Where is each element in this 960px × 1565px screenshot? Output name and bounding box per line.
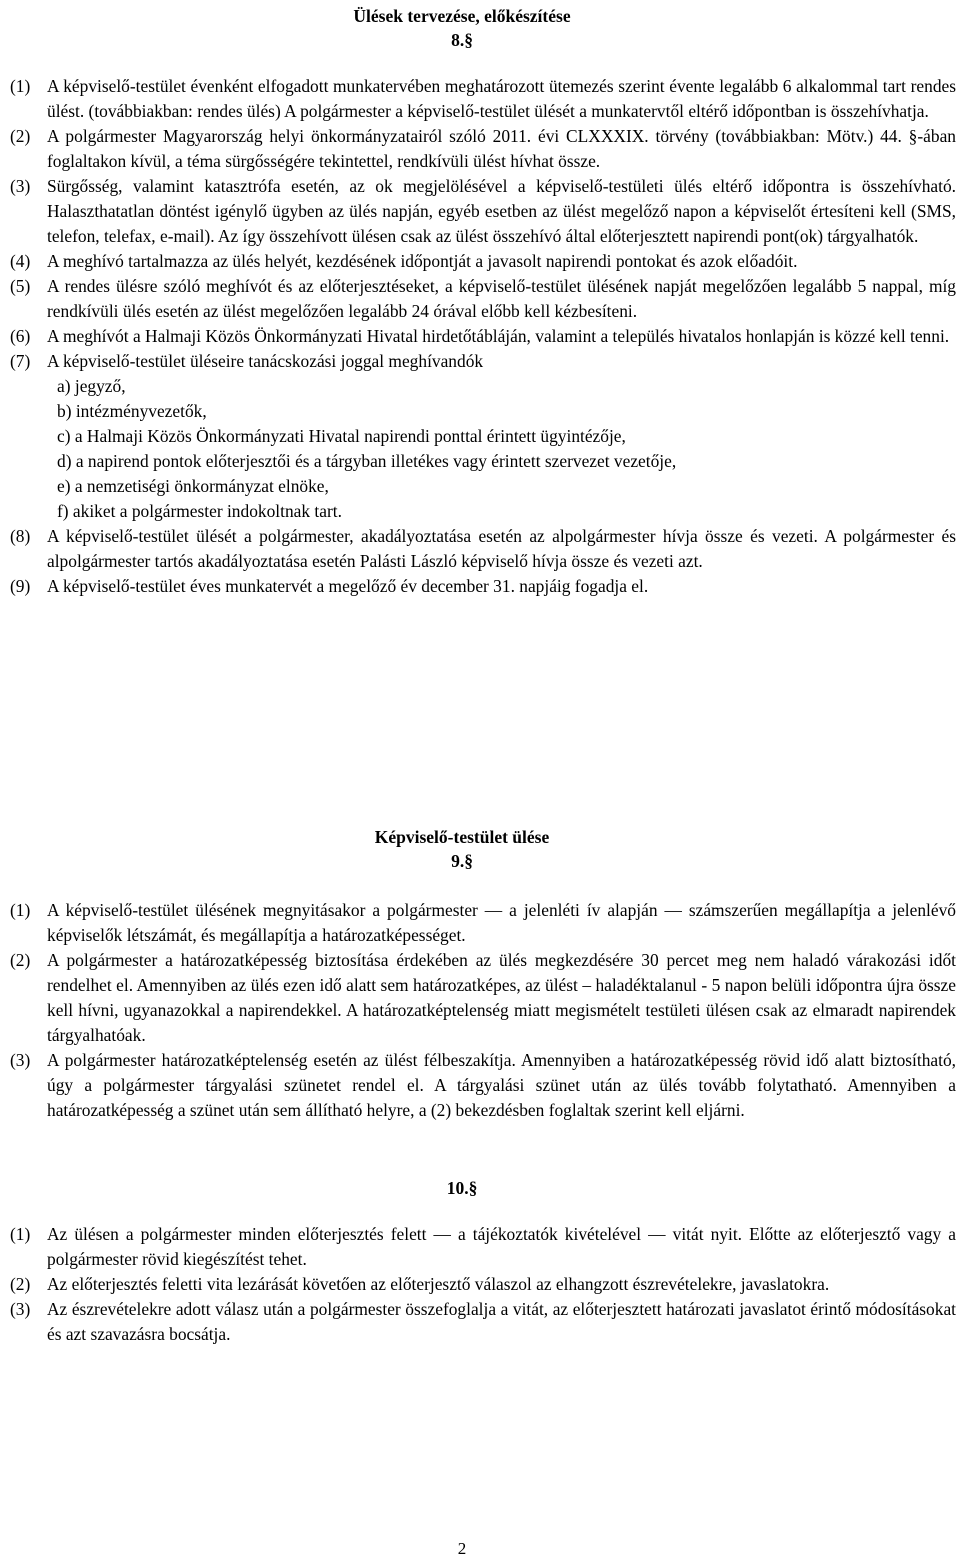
list-item: e) a nemzetiségi önkormányzat elnöke, <box>57 476 329 496</box>
paragraph-text: A meghívót a Halmaji Közös Önkormányzati Hivatal hirdetőtábláján, valamint a település hivatalos honlapján is közzé kell tenni. <box>47 326 950 346</box>
paragraph <box>10 349 956 374</box>
section-number: 8.§ <box>451 30 473 50</box>
list-item: a) jegyző, <box>57 376 126 396</box>
paragraph <box>10 898 956 948</box>
page-number: 2 <box>457 1539 467 1558</box>
paragraph-number: (1) <box>10 900 31 920</box>
paragraph <box>10 174 956 249</box>
paragraph <box>10 1048 956 1123</box>
paragraph-number: (4) <box>10 251 31 271</box>
section-title: Képviselő-testület ülése <box>374 827 550 847</box>
section-9 <box>0 825 924 873</box>
section-8-body <box>10 74 956 599</box>
section-10 <box>0 1176 924 1200</box>
paragraph <box>10 1297 956 1347</box>
paragraph-number: (1) <box>10 1224 31 1244</box>
list-item: d) a napirend pontok előterjesztői és a tárgyban illetékes vagy érintett szervezet vezetője, <box>57 451 677 471</box>
section-title: Ülések tervezése, előkészítése <box>353 6 571 26</box>
paragraph-text: A képviselő-testület üléseire tanácskozási joggal meghívandók <box>47 351 484 371</box>
paragraph-number: (3) <box>10 176 31 196</box>
paragraph-text: Az előterjesztés feletti vita lezárását követően az előterjesztő válaszol az elhangzott észrevételekre, javaslatokra. <box>47 1274 830 1294</box>
paragraph-text: A képviselő-testület ülését a polgármester, akadályoztatása esetén az alpolgármester hívja össze és vezeti. A polgármester és alpolgármester tartós akadályoztatása esetén Palásti László képviselő hívja össze és vezeti azt. <box>47 526 956 571</box>
section-8 <box>0 4 924 52</box>
paragraph <box>10 274 956 324</box>
paragraph <box>10 124 956 174</box>
paragraph-number: (3) <box>10 1050 31 1070</box>
paragraph <box>10 1272 956 1297</box>
paragraph-text: A polgármester Magyarország helyi önkormányzatairól szóló 2011. évi CLXXXIX. törvény (továbbiakban: Mötv.) 44. §-ában foglaltakon kívül, a téma sürgősségére tekintettel, rendkívüli ülést hívhat össze. <box>47 126 956 171</box>
paragraph-number: (2) <box>10 126 31 146</box>
section-number: 10.§ <box>446 1178 478 1198</box>
paragraph-number: (3) <box>10 1299 31 1319</box>
paragraph-text: Az észrevételekre adott válasz után a polgármester összefoglalja a vitát, az előterjesztett határozati javaslatot érintő módosításokat és azt szavazásra bocsátja. <box>47 1299 956 1344</box>
paragraph-text: A polgármester határozatképtelenség esetén az ülést félbeszakítja. Amennyiben a határozatképesség rövid idő alatt biztosítható, úgy a polgármester tárgyalási szünetet rendel el. A tárgyalási szünet után az ülés tovább folytatható. Amennyiben a határozatképesség a szünet után sem állítható helyre, a (2) bekezdésben foglaltak szerint kell eljárni. <box>47 1050 956 1120</box>
paragraph <box>10 74 956 124</box>
list-item: f) akiket a polgármester indokoltnak tart. <box>57 501 342 521</box>
paragraph <box>10 524 956 574</box>
paragraph-text: Sürgősség, valamint katasztrófa esetén, az ok megjelölésével a képviselő-testületi ülés eltérő időpontra is összehívható. Halaszthatatlan döntést igénylő ügyben az ülés napján, egyéb esetben az ülést megelőző napon a képviselőt értesíteni kell (SMS, telefon, telefax, e-mail). Az így összehívott ülésen csak az ülést összehívó által előterjesztett napirendi pont(ok) tárgyalhatók. <box>47 176 956 246</box>
list-item: c) a Halmaji Közös Önkormányzati Hivatal napirendi ponttal érintett ügyintézője, <box>57 426 626 446</box>
paragraph-text: A rendes ülésre szóló meghívót és az előterjesztéseket, a képviselő-testület ülésének napját megelőzően legalább 5 nappal, míg rendkívüli ülés esetén az ülést megelőzően legalább 24 órával előbb kell kézbesíteni. <box>47 276 956 321</box>
paragraph <box>10 324 956 349</box>
list-item: b) intézményvezetők, <box>57 401 207 421</box>
paragraph-number: (2) <box>10 1274 31 1294</box>
paragraph-text: A képviselő-testület éves munkatervét a megelőző év december 31. napjáig fogadja el. <box>47 576 649 596</box>
paragraph-text: A polgármester a határozatképesség biztosítása érdekében az ülés megkezdésére 30 percet meg nem haladó várakozási időt rendelhet el. Amennyiben az ülés ezen idő alatt sem határozatképes, az ülést – haladéktalanul - 5 napon belüli időpontra újra össze kell hívni, ugyanazokkal a napirendekkel. A határozatképtelenség miatt megismételt testületi ülésen csak az elmaradt napirendek tárgyalhatóak. <box>47 950 956 1045</box>
paragraph-text: A meghívó tartalmazza az ülés helyét, kezdésének időpontját a javasolt napirendi pontokat és azok előadóit. <box>47 251 798 271</box>
paragraph-number: (1) <box>10 76 31 96</box>
paragraph <box>10 1222 956 1272</box>
paragraph-number: (2) <box>10 950 31 970</box>
paragraph-text: A képviselő-testület ülésének megnyitásakor a polgármester — a jelenléti ív alapján — számszerűen megállapítja a jelenlévő képviselők létszámát, és megállapítja a határozatképességet. <box>47 900 956 945</box>
paragraph <box>10 948 956 1048</box>
paragraph-number: (5) <box>10 276 31 296</box>
section-9-body <box>10 898 956 1123</box>
paragraph <box>10 249 956 274</box>
paragraph-number: (7) <box>10 351 31 371</box>
paragraph-number: (6) <box>10 326 31 346</box>
paragraph-number: (9) <box>10 576 31 596</box>
paragraph-text: A képviselő-testület évenként elfogadott munkatervében meghatározott ütemezés szerint évente legalább 6 alkalommal tart rendes ülést. (továbbiakban: rendes ülés) A polgármester a képviselő-testület ülését a munkatervtől eltérő időpontban is összehívhatja. <box>47 76 956 121</box>
paragraph <box>10 574 956 599</box>
paragraph-text: Az ülésen a polgármester minden előterjesztés felett — a tájékoztatók kivételével — vitát nyit. Előtte az előterjesztő vagy a polgármester rövid kiegészítést tehet. <box>47 1224 956 1269</box>
paragraph-number: (8) <box>10 526 31 546</box>
section-10-body <box>10 1222 956 1347</box>
section-number: 9.§ <box>451 851 473 871</box>
